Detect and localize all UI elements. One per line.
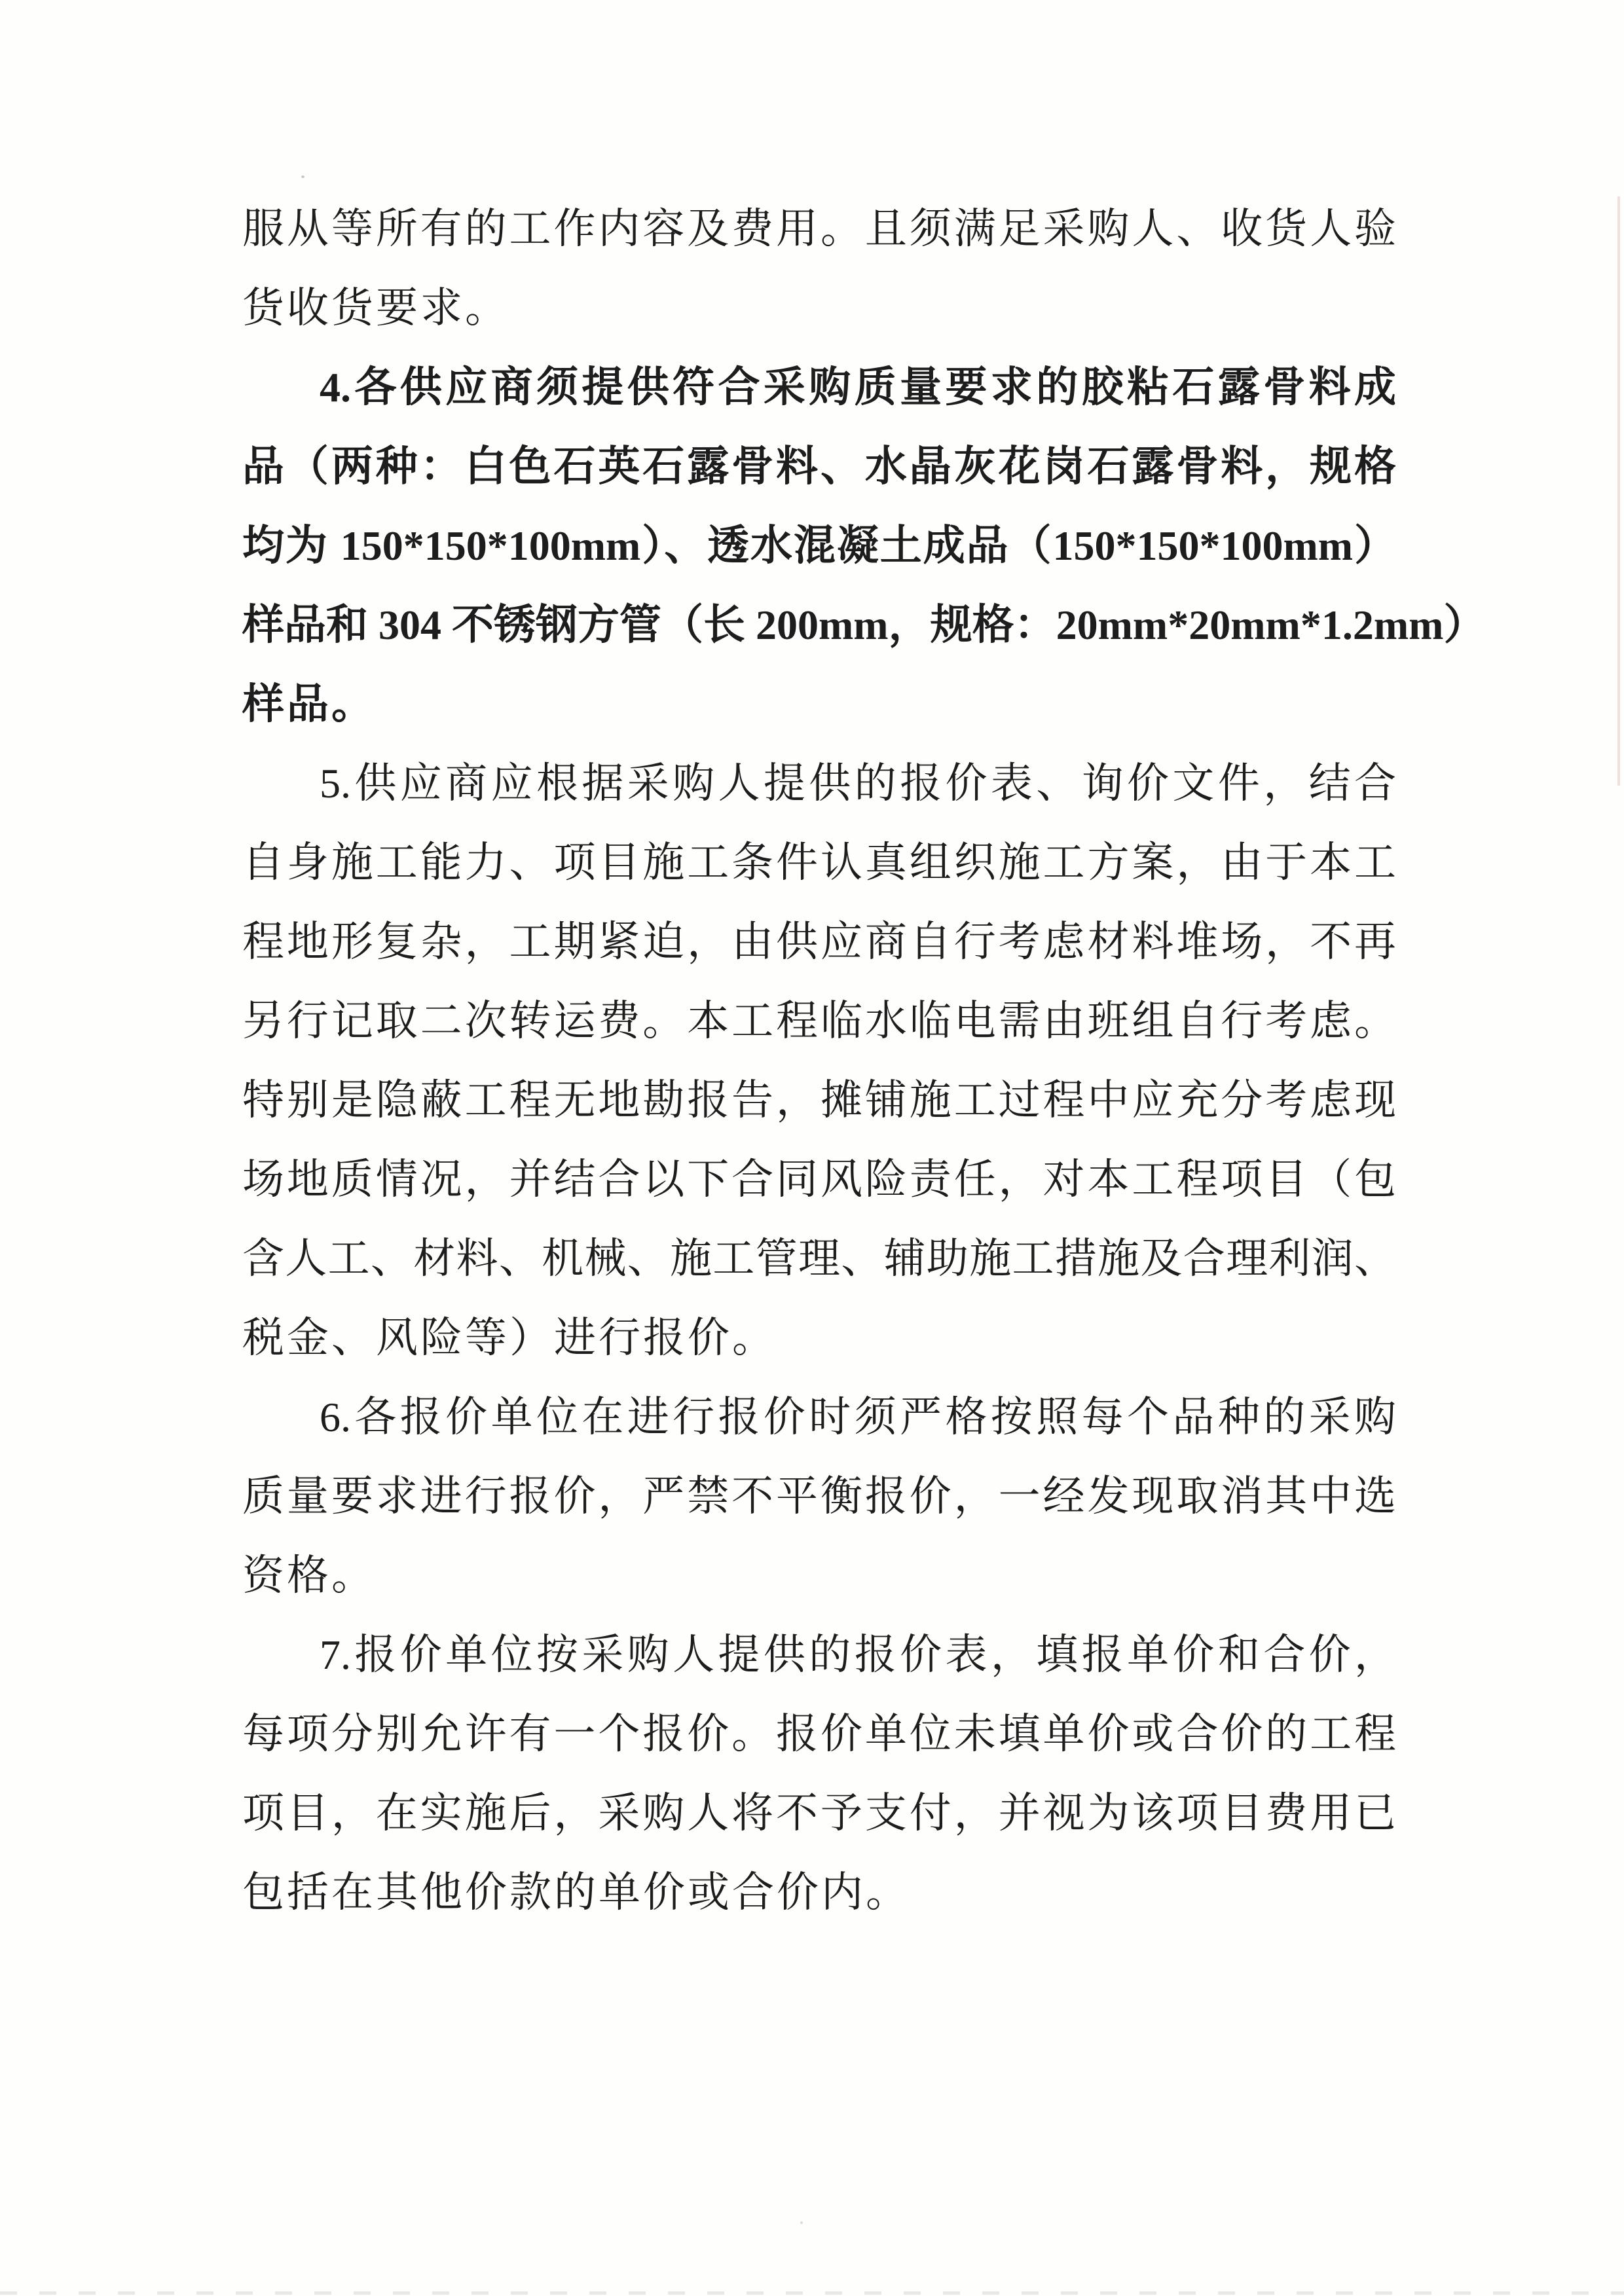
scan-edge-artifact (0, 2291, 1624, 2295)
text-line: 包括在其他价款的单价或合价内。 (242, 1869, 910, 1916)
text-line: 含人工、材料、机械、施工管理、辅助施工措施及合理利润、 (242, 1235, 1396, 1282)
text-line: 特别是隐蔽工程无地勘报告，摊铺施工过程中应充分考虑现 (242, 1077, 1396, 1123)
text-line: 税金、风险等）进行报价。 (242, 1315, 777, 1361)
text-line: 另行记取二次转运费。本工程临水临电需由班组自行考虑。 (242, 998, 1396, 1044)
document-body-text (242, 189, 1486, 1932)
text-line-clause-7: 7.报价单位按采购人提供的报价表，填报单价和合价， (320, 1631, 1396, 1678)
scan-speck (301, 175, 304, 178)
text-line: 服从等所有的工作内容及费用。且须满足采购人、收货人验 (242, 206, 1396, 252)
scan-edge-artifact (1617, 196, 1620, 786)
text-line: 货收货要求。 (242, 285, 509, 331)
text-line: 项目，在实施后，采购人将不予支付，并视为该项目费用已 (242, 1790, 1396, 1836)
text-line: 品（两种：白色石英石露骨料、水晶灰花岗石露骨料，规格 (242, 443, 1396, 490)
text-line: 质量要求进行报价，严禁不平衡报价，一经发现取消其中选 (242, 1473, 1396, 1520)
text-line: 程地形复杂，工期紧迫，由供应商自行考虑材料堆场，不再 (242, 919, 1396, 965)
text-line: 均为 150*150*100mm）、透水混凝土成品（150*150*100mm） (242, 522, 1396, 569)
text-line: 场地质情况，并结合以下合同风险责任，对本工程项目（包 (242, 1156, 1396, 1203)
text-line: 自身施工能力、项目施工条件认真组织施工方案，由于本工 (242, 839, 1396, 886)
text-line-clause-4: 4.各供应商须提供符合采购质量要求的胶粘石露骨料成 (320, 364, 1396, 410)
text-line: 样品。 (242, 681, 376, 727)
text-line: 每项分别允许有一个报价。报价单位未填单价或合价的工程 (242, 1711, 1396, 1757)
scan-speck (800, 2221, 803, 2224)
text-line-clause-6: 6.各报价单位在进行报价时须严格按照每个品种的采购 (320, 1394, 1396, 1440)
text-line-clause-5: 5.供应商应根据采购人提供的报价表、询价文件，结合 (320, 760, 1396, 807)
text-line: 样品和 304 不锈钢方管（长 200mm，规格：20mm*20mm*1.2mm） (242, 602, 1486, 648)
text-line: 资格。 (242, 1552, 376, 1599)
